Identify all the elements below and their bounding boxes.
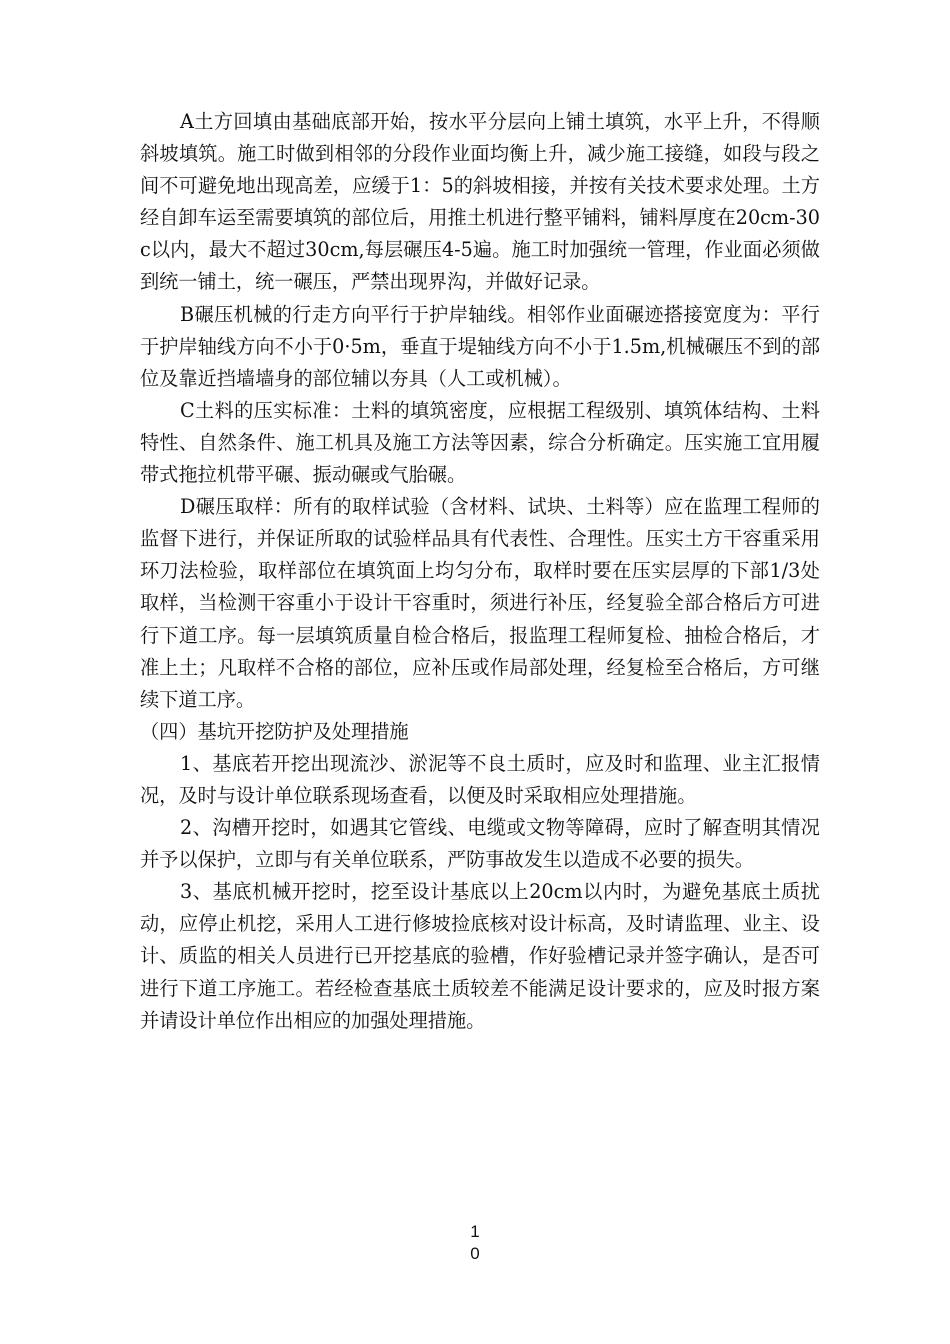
section-item-1: 1、基底若开挖出现流沙、淤泥等不良土质时，应及时和监理、业主汇报情况，及时与设计单位联系现场查看，以便及时采取相应处理措施。 bbox=[140, 751, 820, 807]
paragraph-d-compaction-sampling: D碾压取样：所有的取样试验（含材料、试块、土料等）应在监理工程师的监督下进行，并保证所取的试验样品具有代表性、合理性。压实土方干容重采用环刀法检验，取样部位在填筑面上均匀分布，取样时要在压实层厚的下部1/3处取样，当检测干容重小于设计干容重时，须进行补压，经复验全部合格后方可进行下道工序。每一层填筑质量自检合格后，报监理工程师复检、抽检合格后，才准上土；凡取样不合格的部位，应补压或作局部处理，经复检至合格后，方可继续下道工序。 bbox=[140, 495, 820, 711]
page-number-digit-1: 1 bbox=[470, 1222, 480, 1241]
page-number-digit-2: 0 bbox=[470, 1244, 480, 1263]
paragraph-c-compaction-standard: C土料的压实标准：土料的填筑密度，应根据工程级别、填筑体结构、土料特性、自然条件、施工机具及施工方法等因素，综合分析确定。压实施工宜用履带式拖拉机带平碾、振动碾或气胎碾。 bbox=[140, 398, 820, 487]
section-heading: （四）基坑开挖防护及处理措施 bbox=[140, 719, 409, 743]
section-item-3: 3、基底机械开挖时，挖至设计基底以上20cm以内时，为避免基底土质扰动，应停止机挖，采用人工进行修坡捡底核对设计标高，及时请监理、业主、设计、质监的相关人员进行已开挖基底的验槽，作好验槽记录并签字确认，是否可进行下道工序施工。若经检查基底土质较差不能满足设计要求的，应及时报方案并请设计单位作出相应的加强处理措施。 bbox=[140, 880, 820, 1032]
page-number bbox=[465, 1221, 485, 1265]
document-body bbox=[140, 106, 820, 1037]
section-item-2: 2、沟槽开挖时，如遇其它管线、电缆或文物等障碍，应时了解查明其情况并予以保护，立即与有关单位联系，严防事故发生以造成不必要的损失。 bbox=[140, 816, 820, 872]
paragraph-b-compaction-machinery: B碾压机械的行走方向平行于护岸轴线。相邻作业面碾迹搭接宽度为：平行于护岸轴线方向不小于0·5m，垂直于堤轴线方向不小于1.5m,机械碾压不到的部位及靠近挡墙墙身的部位辅以夯具（人工或机械）。 bbox=[140, 302, 820, 390]
paragraph-a-earth-backfill: A土方回填由基础底部开始，按水平分层向上铺土填筑，水平上升，不得顺斜坡填筑。施工时做到相邻的分段作业面均衡上升，减少施工接缝，如段与段之间不可避免地出现高差，应缓于1：5的斜坡相接，并按有关技术要求处理。土方经自卸车运至需要填筑的部位后，用推土机进行整平铺料，铺料厚度在20cm-30c以内，最大不超过30cm,每层碾压4-5遍。施工时加强统一管理，作业面必须做到统一铺土，统一碾压，严禁出现界沟，并做好记录。 bbox=[140, 110, 820, 294]
